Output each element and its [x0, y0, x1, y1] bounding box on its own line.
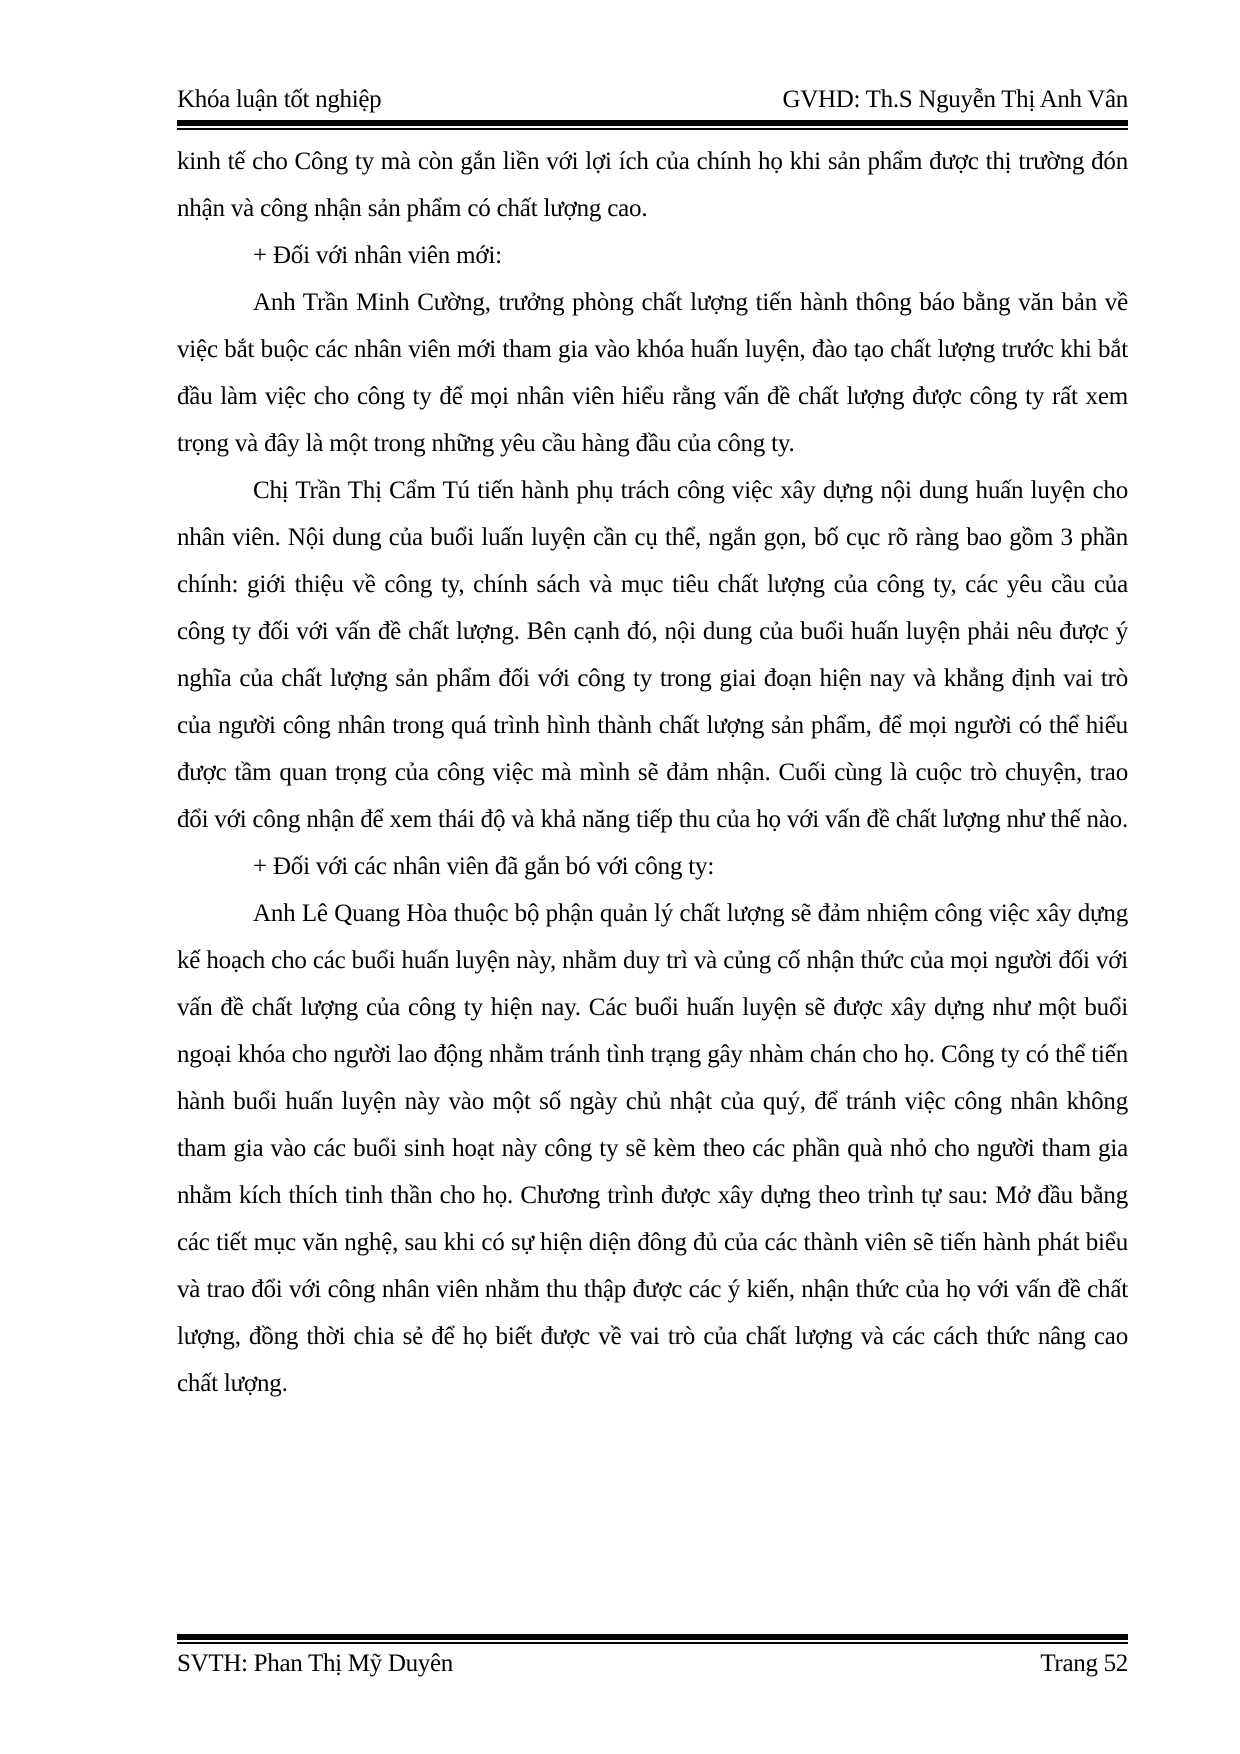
header-thesis-title: Khóa luận tốt nghiệp — [177, 86, 382, 113]
paragraph: Anh Lê Quang Hòa thuộc bộ phận quản lý chất lượng sẽ đảm nhiệm công việc xây dựng kế hoạch cho các buổi huấn luyện này, nhằm duy trì và củng cố nhận thức của mọi người đối với vấn đề chất lượng của công ty hiện nay. Các buổi huấn luyện sẽ được xây dựng như một buổi ngoại khóa cho người lao động nhằm tránh tình trạng gây nhàm chán cho họ. Công ty có thể tiến hành buổi huấn luyện này vào một số ngày chủ nhật của quý, để tránh việc công nhân không tham gia vào các buổi sinh hoạt này công ty sẽ kèm theo các phần quà nhỏ cho người tham gia nhằm kích thích tinh thần cho họ. Chương trình được xây dựng theo trình tự sau: Mở đầu bằng các tiết mục văn nghệ, sau khi có sự hiện diện đông đủ của các thành viên sẽ tiến hành phát biểu và trao đổi với công nhân viên nhằm thu thập được các ý kiến, nhận thức của họ với vấn đề chất lượng, đồng thời chia sẻ để họ biết được về vai trò của chất lượng và các cách thức nâng cao chất lượng. — [177, 900, 1128, 1397]
page-header — [177, 86, 1128, 130]
header-supervisor: GVHD: Th.S Nguyễn Thị Anh Vân — [782, 86, 1128, 113]
page-body — [177, 138, 1128, 1407]
header-row — [177, 86, 1128, 114]
page-number: Trang 52 — [1040, 1650, 1128, 1677]
paragraph-continuation: kinh tế cho Công ty mà còn gắn liền với lợi ích của chính họ khi sản phẩm được thị trường đón nhận và công nhận sản phẩm có chất lượng cao. — [177, 148, 1128, 222]
footer-rule-thin — [177, 1642, 1128, 1644]
footer-rule-thick — [177, 1634, 1128, 1640]
header-rule-thin — [177, 128, 1128, 130]
page-footer — [177, 1634, 1128, 1678]
footer-student-name: SVTH: Phan Thị Mỹ Duyên — [177, 1650, 453, 1677]
header-rule-thick — [177, 120, 1128, 126]
subheading-new-staff: + Đối với nhân viên mới: — [253, 242, 502, 269]
paragraph: Chị Trần Thị Cẩm Tú tiến hành phụ trách công việc xây dựng nội dung huấn luyện cho nhân viên. Nội dung của buổi luấn luyện cần cụ thể, ngắn gọn, bố cục rõ ràng bao gồm 3 phần chính: giới thiệu về công ty, chính sách và mục tiêu chất lượng của công ty, các yêu cầu của công ty đối với vấn đề chất lượng. Bên cạnh đó, nội dung của buổi huấn luyện phải nêu được ý nghĩa của chất lượng sản phẩm đối với công ty trong giai đoạn hiện nay và khẳng định vai trò của người công nhân trong quá trình hình thành chất lượng sản phẩm, để mọi người có thể hiểu được tầm quan trọng của công việc mà mình sẽ đảm nhận. Cuối cùng là cuộc trò chuyện, trao đổi với công nhận để xem thái độ và khả năng tiếp thu của họ với vấn đề chất lượng như thế nào. — [177, 477, 1128, 833]
subheading-existing-staff: + Đối với các nhân viên đã gắn bó với công ty: — [253, 853, 715, 880]
paragraph: Anh Trần Minh Cường, trưởng phòng chất lượng tiến hành thông báo bằng văn bản về việc bắt buộc các nhân viên mới tham gia vào khóa huấn luyện, đào tạo chất lượng trước khi bắt đầu làm việc cho công ty để mọi nhân viên hiểu rằng vấn đề chất lượng được công ty rất xem trọng và đây là một trong những yêu cầu hàng đầu của công ty. — [177, 289, 1128, 457]
footer-row — [177, 1650, 1128, 1678]
